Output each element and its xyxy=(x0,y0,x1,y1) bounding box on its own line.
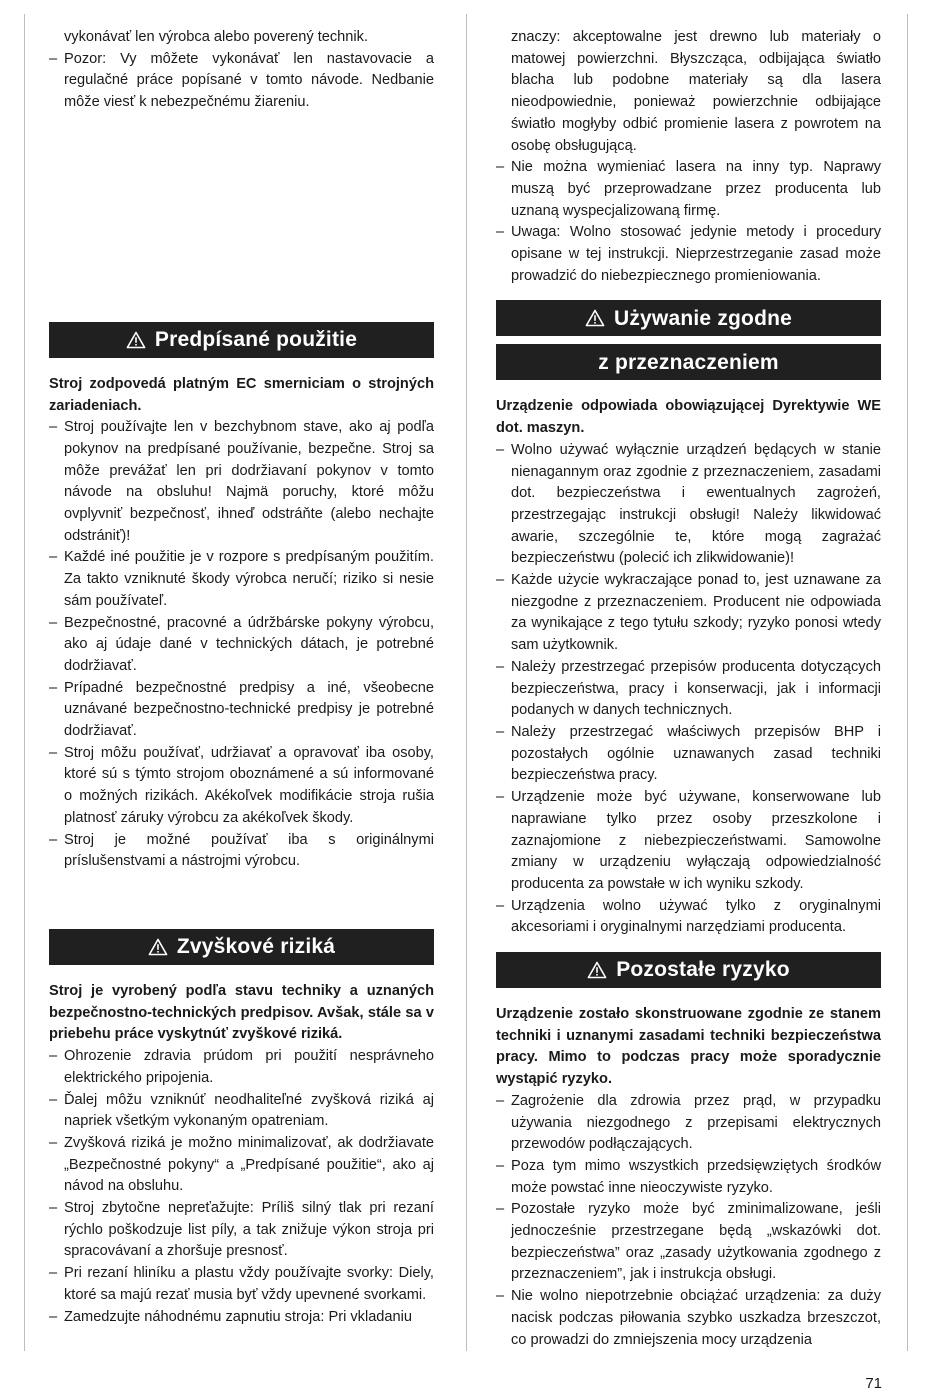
section-title: z przeznaczeniem xyxy=(598,350,779,374)
right-column xyxy=(496,27,881,1351)
left-margin-rule xyxy=(24,14,25,1351)
section-title: Predpísané použitie xyxy=(154,327,358,351)
right-margin-rule xyxy=(907,14,908,1351)
section-title: Zvyškové riziká xyxy=(176,935,336,959)
residual-risk-pl-list xyxy=(496,1091,881,1351)
list-item: – Pozor: Vy môžete vykonávať len nastavovacie a regulačné práce popísané v tomto návode. Nedbanie môže viesť k nebezpečnému žiareniu. xyxy=(49,49,434,114)
list-item: – Pozostałe ryzyko może być zminimalizowane, jeśli jednocześnie przestrzegane będą „wskazówki dot. bezpieczeństwa” oraz „zasady użytkowania zgodnego z przeznaczeniem”, jak i instrukcja obsługi. xyxy=(496,1199,881,1286)
list-item: vykonávať len výrobca alebo poverený technik. xyxy=(64,29,369,45)
section-lead: Stroj zodpovedá platným EC smerniciam o strojných zariadeniach. xyxy=(49,375,434,414)
warning-triangle-icon xyxy=(126,331,146,349)
list-item: – Wolno używać wyłącznie urządzeń będących w stanie nienagannym oraz zgodnie z przeznaczeniem, zasadami dot. bezpieczeństwa i ewentualnych zagrożeń, przestrzegając instrukcji obsługi! Należy likwidować awarie, szczególnie te, które mogą zagrażać bezpieczeństwu (polecić ich zlikwidowanie)! xyxy=(496,440,881,570)
section-title: Pozostałe ryzyko xyxy=(616,958,790,982)
list-item: – Každé iné použitie je v rozpore s predpísaným použitím. Za takto vzniknuté škody výrobca neručí; riziko si nesie sám používateľ. xyxy=(49,547,434,612)
section-header-intended-use-pl xyxy=(496,300,881,336)
list-item: – Zvyšková riziká je možno minimalizovať, ak dodržiavate „Bezpečnostné pokyny“ a „Predpísané použitie“, ako aj návod na obsluhu. xyxy=(49,1133,434,1198)
list-item: – Ďalej môžu vzniknúť neodhaliteľné zvyšková riziká aj napriek všetkým vykonaným opatreniam. xyxy=(49,1090,434,1133)
continuation-paragraph: znaczy: akceptowalne jest drewno lub materiały o matowej powierzchni. Błyszcząca, odbijająca światło blacha lub podobne materiały są dla lasera nieodpowiednie, ponieważ powierzchnie odbijające światło mogłyby odbić promienie lasera z powrotem na osobę obsługującą. xyxy=(511,29,881,154)
list-item: – Nie wolno niepotrzebnie obciążać urządzenia: za duży nacisk podczas piłowania szybko uszkadza brzeszczot, co prowadzi do zmniejszenia mocy urządzenia xyxy=(496,1286,881,1351)
section-lead: Stroj je vyrobený podľa stavu techniky a uznaných bezpečnostno-technických predpisov. Avšak, stále sa v priebehu práce vyskytnúť zvyškové riziká. xyxy=(49,982,434,1043)
list-item: – Stroj zbytočne nepreťažujte: Príliš silný tlak pri rezaní rýchlo poškodzuje list píly, a tak znižuje výkon stroja pri spracovávaní a zhoršuje presnosť. xyxy=(49,1198,434,1263)
left-continuation-list xyxy=(34,27,434,114)
intended-use-list xyxy=(49,417,434,873)
list-item: – Zagrożenie dla zdrowia przez prąd, w przypadku używania niezgodnego z przepisami elektrycznych przewodów podłączających. xyxy=(496,1091,881,1156)
section-title: Używanie zgodne xyxy=(613,306,793,330)
list-item: – Stroj môžu používať, udržiavať a opravovať iba osoby, ktoré sú s týmto strojom oboznámené a sú informované o možných rizikách. Akékoľvek modifikácie stroja rušia platnosť záruky výrobcu za akékoľvek škody. xyxy=(49,743,434,830)
list-item: – Należy przestrzegać właściwych przepisów BHP i pozostałych ogólnie uznawanych zasad techniki bezpieczeństwa pracy. xyxy=(496,722,881,787)
list-item: – Poza tym mimo wszystkich przedsięwziętych środków może powstać inne nieoczywiste ryzyko. xyxy=(496,1156,881,1199)
list-item: – Pri rezaní hliníku a plastu vždy používajte svorky: Diely, ktoré sa majú rezať musia byť vždy upevnené svorkami. xyxy=(49,1263,434,1306)
list-item: – Urządzenia wolno używać tylko z oryginalnymi akcesoriami i oryginalnymi narzędziami producenta. xyxy=(496,896,881,939)
residual-risks-list xyxy=(49,1046,434,1328)
section-header-intended-use xyxy=(49,322,434,358)
section-lead: Urządzenie odpowiada obowiązującej Dyrektywie WE dot. maszyn. xyxy=(496,398,881,437)
list-item: – Każde użycie wykraczające ponad to, jest uznawane za niezgodne z przeznaczeniem. Producent nie odpowiada za wynikające z tego tytułu szkody; ryzyko ponosi wtedy sam użytkownik. xyxy=(496,570,881,657)
list-item: – Stroj je možné používať iba s originálnymi príslušenstvami a nástrojmi výrobcu. xyxy=(49,830,434,873)
list-item: – Uwaga: Wolno stosować jedynie metody i procedury opisane w tej instrukcji. Nieprzestrzeganie zasad może prowadzić do niebezpiecznego promieniowania. xyxy=(496,222,881,287)
list-item: – Zamedzujte náhodnému zapnutiu stroja: Pri vkladaniu xyxy=(49,1307,434,1329)
list-item: – Nie można wymieniać lasera na inny typ. Naprawy muszą być przeprowadzane przez producenta lub uznaną wyspecjalizowaną firmę. xyxy=(496,157,881,222)
list-item: – Należy przestrzegać przepisów producenta dotyczących bezpieczeństwa, pracy i konserwacji, jak i informacji podanych w danych technicznych. xyxy=(496,657,881,722)
section-header-intended-use-pl-line2 xyxy=(496,344,881,380)
section-lead: Urządzenie zostało skonstruowane zgodnie ze stanem techniki i uznanymi zasadami techniki bezpieczeństwa pracy. Mimo to podczas pracy może sporadycznie wystąpić ryzyko. xyxy=(496,1006,881,1088)
warning-triangle-icon xyxy=(585,309,605,327)
list-item: – Prípadné bezpečnostné predpisy a iné, všeobecne uznávané bezpečnostno-technické predpisy je potrebné dodržiavať. xyxy=(49,678,434,743)
warning-triangle-icon xyxy=(587,961,607,979)
right-continuation-list xyxy=(496,157,881,287)
list-item: – Ohrozenie zdravia prúdom pri použití nesprávneho elektrického pripojenia. xyxy=(49,1046,434,1089)
list-item: – Stroj používajte len v bezchybnom stave, ako aj podľa pokynov na predpísané používanie, bezpečne. Stroj sa môže prevážať len pri dodržiavaní pokynov v tomto návode na obsluhu! Najmä poruchy, ktoré môžu ovplyvniť bezpečnosť, ihneď odstráňte (alebo nechajte odstrániť)! xyxy=(49,417,434,547)
intended-use-pl-list xyxy=(496,440,881,939)
left-column xyxy=(49,27,434,1328)
column-divider xyxy=(466,14,467,1351)
section-header-residual-risk-pl xyxy=(496,952,881,988)
page-number: 71 xyxy=(865,1375,882,1392)
list-item: – Bezpečnostné, pracovné a údržbárske pokyny výrobcu, ako aj údaje dané v technických dátach, je potrebné dodržiavať. xyxy=(49,613,434,678)
list-item: – Urządzenie może być używane, konserwowane lub naprawiane tylko przez osoby przeszkolone i zaznajomione z niebezpieczeństwami. Samowolne zmiany w urządzeniu wyłączają odpowiedzialność producenta za powstałe w ich wyniku szkody. xyxy=(496,787,881,896)
warning-triangle-icon xyxy=(148,938,168,956)
section-header-residual-risks xyxy=(49,929,434,965)
